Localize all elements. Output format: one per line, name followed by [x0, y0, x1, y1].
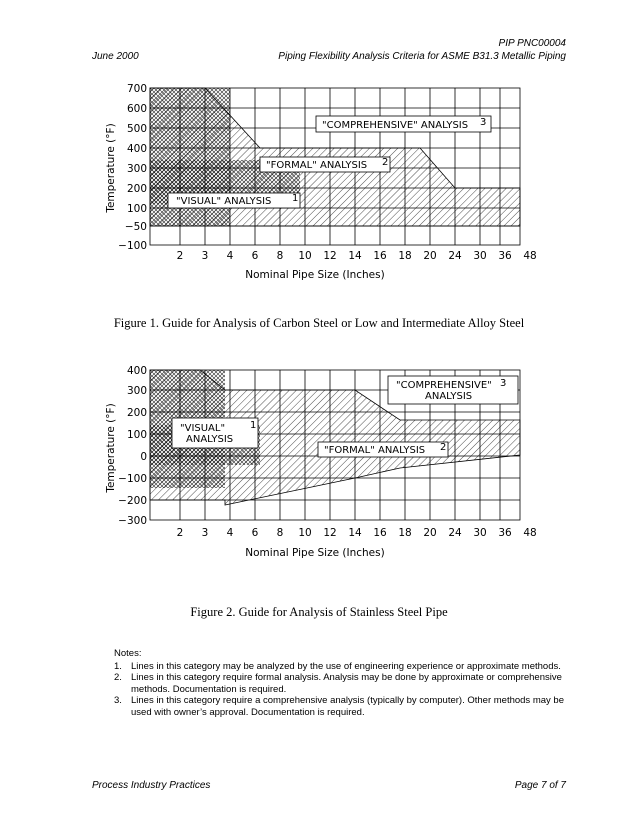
y-tick: 0 — [140, 451, 147, 463]
figure-2-chart — [100, 360, 540, 570]
note-text: Lines in this category require formal analysis. Analysis may be done by approximate or comprehensive methods. Documentation is required. — [131, 672, 562, 695]
visual-label — [168, 193, 300, 208]
x-tick: 4 — [226, 250, 234, 262]
x-ticks — [177, 250, 537, 262]
y-tick: 300 — [126, 163, 147, 175]
x-tick: 36 — [498, 527, 512, 539]
y-tick: −100 — [118, 473, 147, 485]
x-axis-label: Nominal Pipe Size (Inches) — [245, 269, 385, 281]
svg-text:"COMPREHENSIVE" ANALYSIS: "COMPREHENSIVE" ANALYSIS — [322, 120, 469, 131]
x-tick: 6 — [251, 527, 259, 539]
note-item — [114, 672, 574, 695]
x-tick: 2 — [176, 527, 184, 539]
y-tick: 400 — [126, 143, 147, 155]
document-date: June 2000 — [92, 51, 139, 62]
note-number: 2. — [114, 672, 122, 683]
x-tick: 2 — [176, 250, 184, 262]
page-number: Page 7 of 7 — [514, 780, 566, 791]
x-tick: 4 — [226, 527, 234, 539]
note-item — [114, 695, 574, 718]
x-tick: 18 — [398, 527, 412, 539]
note-text: Lines in this category require a comprehensive analysis (typically by computer). Other methods may be used with owner’s approval. Documentation is required. — [131, 695, 564, 718]
visual-label — [172, 418, 258, 448]
x-tick: 24 — [448, 250, 462, 262]
x-tick: 8 — [276, 527, 284, 539]
comprehensive-label — [316, 116, 491, 132]
figure-2-caption: Figure 2. Guide for Analysis of Stainless Steel Pipe — [190, 605, 448, 619]
svg-text:ANALYSIS: ANALYSIS — [425, 391, 473, 402]
y-tick: 200 — [126, 183, 147, 195]
y-tick: 700 — [126, 83, 147, 95]
svg-text:1: 1 — [292, 193, 299, 204]
comprehensive-label — [388, 376, 518, 404]
x-tick: 16 — [373, 250, 387, 262]
x-ticks — [177, 527, 537, 539]
y-tick: 200 — [126, 407, 147, 419]
notes-heading: Notes: — [114, 648, 142, 659]
y-tick: 500 — [126, 123, 147, 135]
svg-text:"COMPREHENSIVE": "COMPREHENSIVE" — [396, 380, 492, 391]
x-tick: 48 — [523, 250, 537, 262]
note-number: 1. — [114, 660, 122, 672]
svg-text:2: 2 — [440, 442, 447, 453]
formal-label — [318, 442, 448, 457]
document-title: Piping Flexibility Analysis Criteria for ASME B31.3 Metallic Piping — [278, 51, 566, 62]
y-ticks — [118, 83, 147, 252]
x-tick: 8 — [276, 250, 284, 262]
x-tick: 16 — [373, 527, 387, 539]
y-tick: −300 — [118, 515, 147, 527]
formal-label — [260, 157, 390, 172]
y-tick: 300 — [126, 385, 147, 397]
note-item — [114, 661, 574, 673]
x-tick: 30 — [473, 250, 487, 262]
y-tick: −100 — [118, 240, 147, 252]
svg-text:"FORMAL" ANALYSIS: "FORMAL" ANALYSIS — [266, 160, 368, 171]
figure-1-caption: Figure 1. Guide for Analysis of Carbon Steel or Low and Intermediate Alloy Steel — [113, 316, 525, 330]
footer-left: Process Industry Practices — [92, 780, 211, 791]
x-tick: 12 — [323, 527, 337, 539]
note-number: 3. — [114, 695, 122, 706]
svg-text:"VISUAL" ANALYSIS: "VISUAL" ANALYSIS — [176, 196, 272, 207]
notes — [114, 648, 574, 718]
y-tick: 400 — [126, 365, 147, 377]
x-tick: 36 — [498, 250, 512, 262]
svg-text:"VISUAL": "VISUAL" — [180, 423, 226, 434]
x-tick: 10 — [298, 527, 312, 539]
y-axis-label: Temperature (°F) — [105, 123, 117, 213]
svg-text:2: 2 — [382, 157, 389, 168]
svg-text:3: 3 — [500, 378, 507, 389]
x-axis-label: Nominal Pipe Size (Inches) — [245, 547, 385, 559]
x-tick: 3 — [201, 250, 209, 262]
note-text: Lines in this category may be analyzed by the use of engineering experience or approximate methods. — [131, 660, 561, 672]
x-tick: 14 — [348, 527, 362, 539]
svg-text:"FORMAL" ANALYSIS: "FORMAL" ANALYSIS — [324, 445, 426, 456]
y-axis-label: Temperature (°F) — [105, 403, 117, 493]
x-tick: 10 — [298, 250, 312, 262]
figure-1-chart — [100, 78, 540, 288]
x-tick: 20 — [423, 527, 437, 539]
x-tick: 3 — [201, 527, 209, 539]
y-tick: 100 — [126, 429, 147, 441]
x-tick: 24 — [448, 527, 462, 539]
x-tick: 48 — [523, 527, 537, 539]
figure-2 — [100, 360, 540, 570]
svg-text:3: 3 — [480, 117, 487, 128]
y-ticks — [118, 365, 147, 527]
x-tick: 6 — [251, 250, 259, 262]
document-id: PIP PNC00004 — [498, 38, 566, 49]
y-tick: 100 — [126, 203, 147, 215]
x-tick: 12 — [323, 250, 337, 262]
figure-1 — [100, 78, 540, 288]
y-tick: −50 — [124, 221, 147, 233]
svg-text:ANALYSIS: ANALYSIS — [186, 434, 234, 445]
svg-text:1: 1 — [250, 420, 257, 431]
x-tick: 30 — [473, 527, 487, 539]
x-tick: 18 — [398, 250, 412, 262]
y-tick: 600 — [126, 103, 147, 115]
x-tick: 14 — [348, 250, 362, 262]
x-tick: 20 — [423, 250, 437, 262]
y-tick: −200 — [118, 495, 147, 507]
